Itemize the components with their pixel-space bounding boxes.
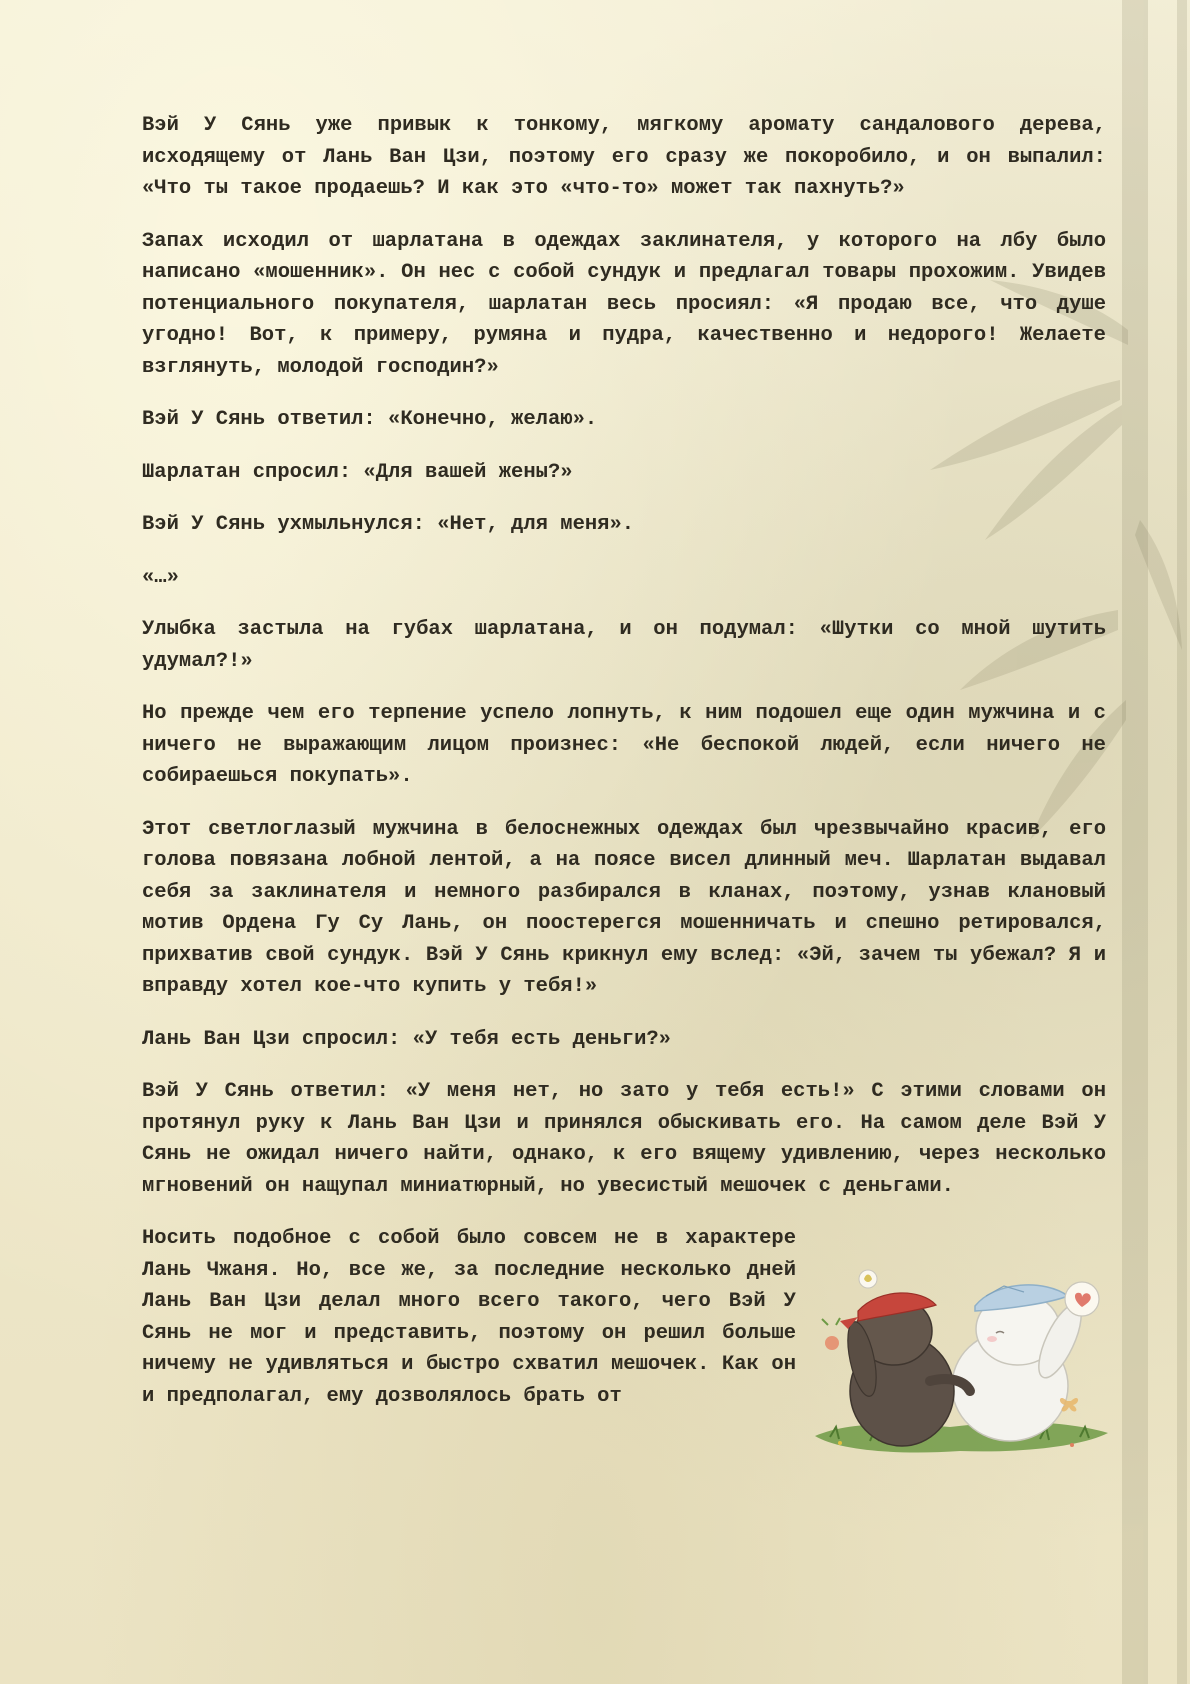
paragraph: Вэй У Сянь ответил: «Конечно, желаю».: [142, 408, 598, 431]
paragraph: Улыбка застыла на губах шарлатана, и он подумал: «Шутки со мной шутить удумал?!»: [142, 618, 1106, 673]
paragraph: Шарлатан спросил: «Для вашей жены?»: [142, 460, 573, 484]
chibi-rabbits-illustration: [810, 1251, 1112, 1461]
paragraph: Запах исходил от шарлатана в одеждах заклинателя, у которого на лбу было написано «мошенник». Он нес с собой сундук и предлагал товары прохожим. Увидев потенциального покупателя, шарлатан весь просиял: «Я продаю все, что душе угодно! Вот, к примеру, румяна и пудра, качественно и недорого! Желаете взглянуть, молодой господин?»: [142, 229, 1106, 379]
paragraph: Вэй У Сянь ухмыльнулся: «Нет, для меня».: [142, 513, 635, 536]
page-body: [142, 110, 1106, 1433]
paragraph: Вэй У Сянь ответил: «У меня нет, но зато у тебя есть!» С этими словами он протянул руку к Лань Ван Цзи и принялся обыскивать его. На самом деле Вэй У Сянь не ожидал ничего найти, однако, к его вящему удивлению, через несколько мгновений он нащупал миниатюрный, но увесистый мешочек с деньгами.: [142, 1080, 1106, 1198]
paragraph: Этот светлоглазый мужчина в белоснежных одеждах был чрезвычайно красив, его голова повязана лобной лентой, а на поясе висел длинный меч. Шарлатан выдавал себя за заклинателя и немного разбирался в кланах, поэтому, узнав клановый мотив Ордена Гу Су Лань, он поостерегся мошенничать и спешно ретировался, прихватив свой сундук. Вэй У Сянь крикнул ему вслед: «Эй, зачем ты убежал? Я и вправду хотел кое-что купить у тебя!»: [142, 817, 1106, 998]
text-with-illustration: [142, 1223, 1106, 1412]
paragraph: Носить подобное с собой было совсем не в характере Лань Чжаня. Но, все же, за последние несколько дней Лань Ван Цзи делал много всего такого, чего Вэй У Сянь не мог и представить, поэтому он решил больше ничему не удивляться и быстро схватил мешочек. Как он и предполагал, ему дозволялось брать от: [142, 1227, 796, 1408]
paragraph: Вэй У Сянь уже привык к тонкому, мягкому аромату сандалового дерева, исходящему от Лань Ван Цзи, поэтому его сразу же покоробило, и он выпалил: «Что ты такое продаешь? И как это «что-то» может так пахнуть?»: [142, 114, 1106, 200]
paragraph: «…»: [142, 565, 179, 589]
paragraph: Лань Ван Цзи спросил: «У тебя есть деньги?»: [142, 1027, 671, 1051]
paragraph: Но прежде чем его терпение успело лопнуть, к ним подошел еще один мужчина и с ничего не выражающим лицом произнес: «Не беспокой людей, если ничего не собираешься покупать».: [142, 702, 1106, 788]
